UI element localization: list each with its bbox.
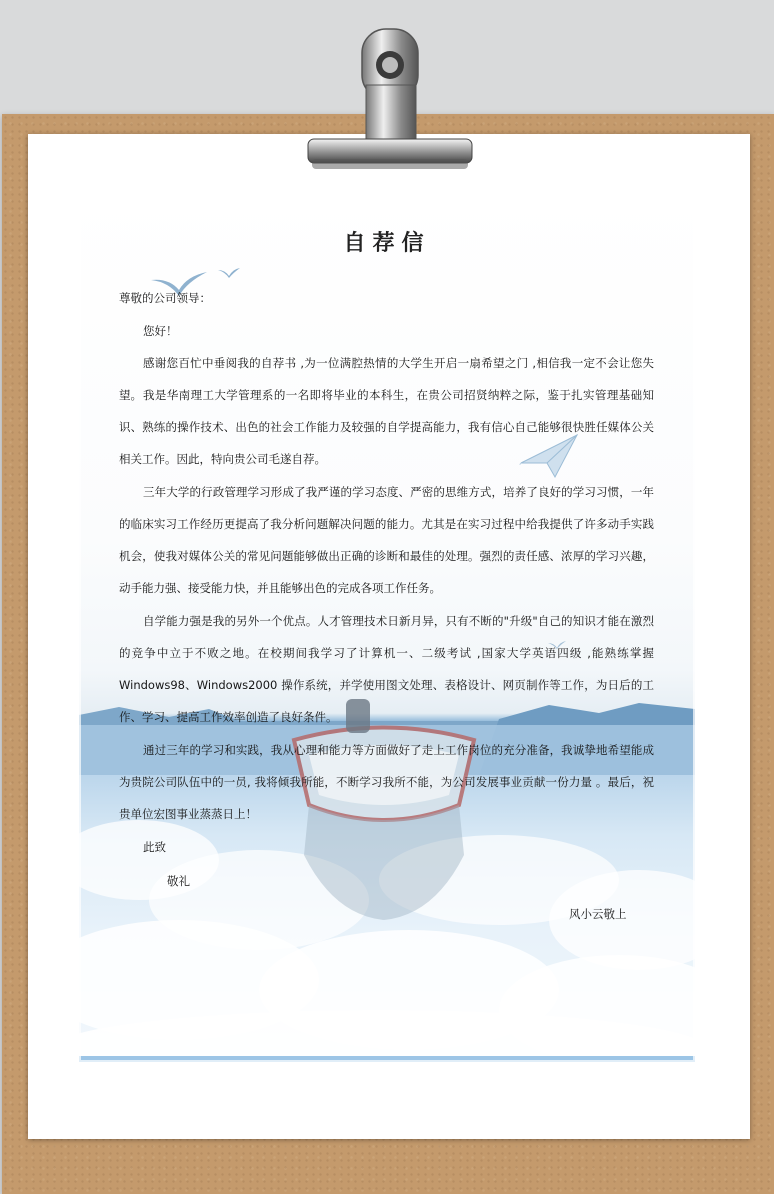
greeting: 您好！ bbox=[143, 324, 178, 338]
paragraph-1: 感谢您百忙中垂阅我的自荐书 ,为一位满腔热情的大学生开启一扇希望之门 ,相信我一定不会让您失望。 bbox=[119, 356, 654, 402]
letter-frame bbox=[79, 190, 695, 1062]
letter-page bbox=[79, 190, 695, 1062]
paragraph-2: 我是华南理工大学管理系的一名即将毕业的本科生，在贵公司招贤纳粹之际，鉴于扎实管理基础知识、熟练的操作技术、出色的社会工作能力及较强的自学提高能力，我有信心自己能够很快胜任媒体公关相关工作。因此，特向贵公司毛遂自荐。 bbox=[119, 388, 654, 466]
binder-clip-icon bbox=[300, 25, 476, 175]
paragraph-3: 三年大学的行政管理学习形成了我严谨的学习态度、严密的思维方式，培养了良好的学习习惯，一年的临床实习工作经历更提高了我分析问题解决问题的能力。尤其是在实习过程中给我提供了许多动手实践机会，使我对媒体公关的常见问题能够做出正确的诊断和最佳的处理。强烈的责任感、浓厚的学习兴趣，动手能力强、接受能力快，并且能够出色的完成各项工作任务。 bbox=[119, 485, 654, 595]
letter-title: 自荐信 bbox=[343, 231, 431, 256]
closing-line-2: 敬礼 bbox=[167, 874, 190, 888]
salutation: 尊敬的公司领导： bbox=[119, 291, 211, 305]
paragraph-5: 通过三年的学习和实践，我从心理和能力等方面做好了走上工作岗位的充分准备，我诚挚地希望能成为贵院公司队伍中的一员, 我将倾我所能，不断学习我所不能，为公司发展事业贡献一份力量 。最后，祝贵单位宏图事业蒸蒸日上！ bbox=[119, 743, 654, 821]
closing-line-1: 此致 bbox=[143, 840, 166, 854]
paragraph-4: 自学能力强是我的另外一个优点。人才管理技术日新月异，只有不断的"升级"自己的知识才能在激烈的竞争中立于不败之地。在校期间我学习了计算机一、二级考试 ,国家大学英语四级 ,能熟练掌握 Windows98、Windows2000 操作系统，并学使用图文处理、表格设计、网页制作等工作，为日后的工作、学习、提高工作效率创造了良好条件。 bbox=[119, 614, 654, 724]
signature: 风小云敬上 bbox=[569, 907, 627, 921]
